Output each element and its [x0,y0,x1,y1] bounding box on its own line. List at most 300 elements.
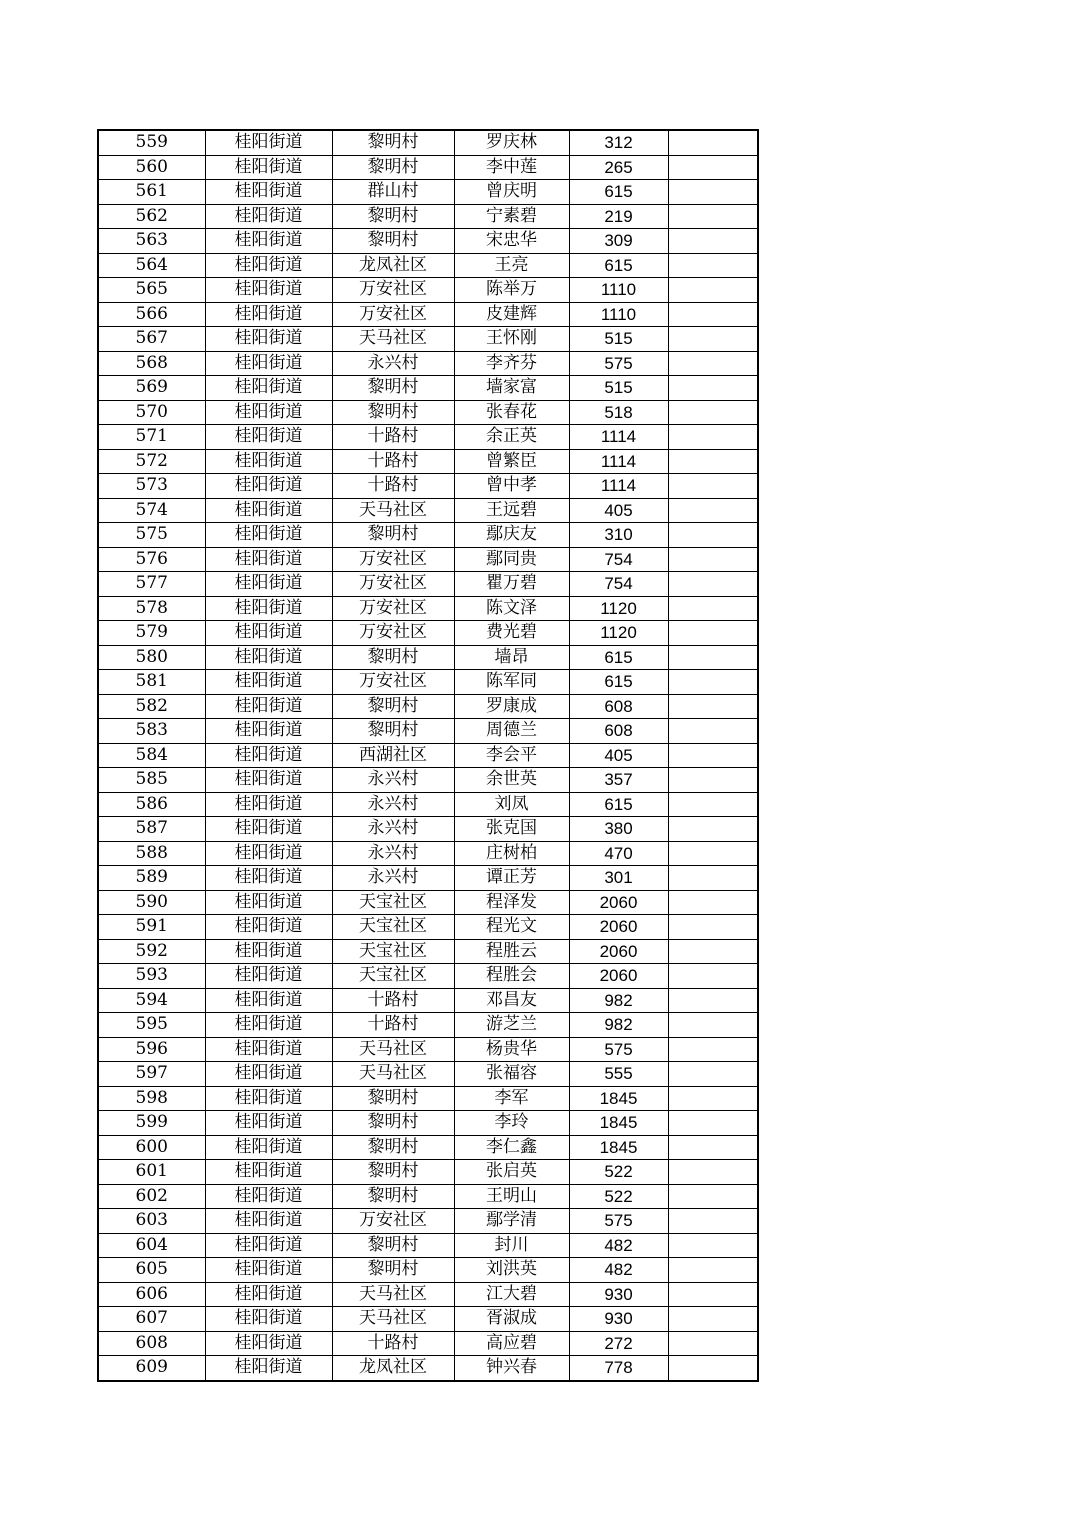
remark-cell [668,719,758,744]
remark-cell [668,278,758,303]
amount-cell: 1845 [569,1135,668,1160]
table-row [98,1356,758,1381]
row-number-cell: 560 [98,155,205,180]
name-cell: 费光碧 [454,621,569,646]
name-cell: 王怀刚 [454,327,569,352]
name-cell: 陈文泽 [454,596,569,621]
community-cell: 万安社区 [332,670,454,695]
table-row [98,1111,758,1136]
street-cell: 桂阳街道 [205,302,332,327]
community-cell: 万安社区 [332,278,454,303]
street-cell: 桂阳街道 [205,400,332,425]
amount-cell: 615 [569,792,668,817]
table-row [98,449,758,474]
name-cell: 鄢学清 [454,1209,569,1234]
name-cell: 瞿万碧 [454,572,569,597]
name-cell: 鄢同贵 [454,547,569,572]
remark-cell [668,229,758,254]
amount-cell: 1120 [569,621,668,646]
amount-cell: 2060 [569,964,668,989]
remark-cell [668,964,758,989]
amount-cell: 608 [569,694,668,719]
name-cell: 周德兰 [454,719,569,744]
amount-cell: 615 [569,645,668,670]
row-number-cell: 602 [98,1184,205,1209]
table-row [98,327,758,352]
row-number-cell: 601 [98,1160,205,1185]
street-cell: 桂阳街道 [205,278,332,303]
row-number-cell: 567 [98,327,205,352]
row-number-cell: 599 [98,1111,205,1136]
row-number-cell: 574 [98,498,205,523]
remark-cell [668,449,758,474]
street-cell: 桂阳街道 [205,645,332,670]
community-cell: 永兴村 [332,841,454,866]
community-cell: 天马社区 [332,327,454,352]
remark-cell [668,474,758,499]
row-number-cell: 608 [98,1331,205,1356]
name-cell: 刘洪英 [454,1258,569,1283]
name-cell: 宁素碧 [454,204,569,229]
name-cell: 曾中孝 [454,474,569,499]
table-row [98,939,758,964]
community-cell: 天宝社区 [332,890,454,915]
amount-cell: 312 [569,130,668,155]
table-row [98,1258,758,1283]
community-cell: 黎明村 [332,1135,454,1160]
amount-cell: 310 [569,523,668,548]
community-cell: 十路村 [332,474,454,499]
row-number-cell: 571 [98,425,205,450]
table-row [98,1282,758,1307]
name-cell: 邓昌友 [454,988,569,1013]
amount-cell: 1120 [569,596,668,621]
name-cell: 李会平 [454,743,569,768]
name-cell: 杨贵华 [454,1037,569,1062]
table-row [98,204,758,229]
community-cell: 万安社区 [332,547,454,572]
remark-cell [668,180,758,205]
street-cell: 桂阳街道 [205,915,332,940]
street-cell: 桂阳街道 [205,1160,332,1185]
table-row [98,547,758,572]
street-cell: 桂阳街道 [205,1307,332,1332]
remark-cell [668,130,758,155]
amount-cell: 301 [569,866,668,891]
community-cell: 十路村 [332,449,454,474]
remark-cell [668,327,758,352]
row-number-cell: 600 [98,1135,205,1160]
street-cell: 桂阳街道 [205,1062,332,1087]
remark-cell [668,498,758,523]
name-cell: 程光文 [454,915,569,940]
street-cell: 桂阳街道 [205,229,332,254]
street-cell: 桂阳街道 [205,1111,332,1136]
community-cell: 黎明村 [332,1184,454,1209]
amount-cell: 482 [569,1233,668,1258]
name-cell: 谭正芳 [454,866,569,891]
amount-cell: 482 [569,1258,668,1283]
street-cell: 桂阳街道 [205,1282,332,1307]
table-row [98,400,758,425]
amount-cell: 754 [569,572,668,597]
table-row [98,1135,758,1160]
community-cell: 十路村 [332,1331,454,1356]
name-cell: 李齐芬 [454,351,569,376]
name-cell: 高应碧 [454,1331,569,1356]
table-row [98,915,758,940]
table-row [98,670,758,695]
amount-cell: 1110 [569,302,668,327]
community-cell: 万安社区 [332,572,454,597]
street-cell: 桂阳街道 [205,180,332,205]
name-cell: 张福容 [454,1062,569,1087]
table-row [98,1307,758,1332]
community-cell: 永兴村 [332,351,454,376]
amount-cell: 2060 [569,915,668,940]
street-cell: 桂阳街道 [205,1086,332,1111]
street-cell: 桂阳街道 [205,547,332,572]
name-cell: 王明山 [454,1184,569,1209]
amount-cell: 1110 [569,278,668,303]
row-number-cell: 604 [98,1233,205,1258]
community-cell: 万安社区 [332,596,454,621]
street-cell: 桂阳街道 [205,425,332,450]
table-row [98,792,758,817]
row-number-cell: 577 [98,572,205,597]
row-number-cell: 566 [98,302,205,327]
name-cell: 钟兴春 [454,1356,569,1381]
amount-cell: 405 [569,498,668,523]
community-cell: 天宝社区 [332,964,454,989]
community-cell: 龙凤社区 [332,253,454,278]
community-cell: 黎明村 [332,1233,454,1258]
remark-cell [668,1037,758,1062]
row-number-cell: 559 [98,130,205,155]
row-number-cell: 597 [98,1062,205,1087]
community-cell: 永兴村 [332,866,454,891]
remark-cell [668,670,758,695]
community-cell: 十路村 [332,425,454,450]
amount-cell: 778 [569,1356,668,1381]
remark-cell [668,1160,758,1185]
table-row [98,1233,758,1258]
data-table [97,129,759,1382]
amount-cell: 930 [569,1307,668,1332]
name-cell: 胥淑成 [454,1307,569,1332]
street-cell: 桂阳街道 [205,1135,332,1160]
table-row [98,302,758,327]
table-row [98,1160,758,1185]
table-row [98,743,758,768]
street-cell: 桂阳街道 [205,964,332,989]
table-row [98,253,758,278]
table-row [98,278,758,303]
table-row [98,376,758,401]
street-cell: 桂阳街道 [205,792,332,817]
community-cell: 黎明村 [332,1160,454,1185]
remark-cell [668,1135,758,1160]
community-cell: 天马社区 [332,1282,454,1307]
community-cell: 十路村 [332,988,454,1013]
street-cell: 桂阳街道 [205,939,332,964]
name-cell: 封川 [454,1233,569,1258]
community-cell: 黎明村 [332,229,454,254]
community-cell: 天宝社区 [332,915,454,940]
table-row [98,498,758,523]
amount-cell: 219 [569,204,668,229]
table-row [98,1331,758,1356]
row-number-cell: 572 [98,449,205,474]
name-cell: 张克国 [454,817,569,842]
street-cell: 桂阳街道 [205,1013,332,1038]
community-cell: 黎明村 [332,719,454,744]
remark-cell [668,1062,758,1087]
street-cell: 桂阳街道 [205,1037,332,1062]
amount-cell: 575 [569,351,668,376]
table-row [98,229,758,254]
community-cell: 黎明村 [332,1111,454,1136]
name-cell: 张启英 [454,1160,569,1185]
community-cell: 群山村 [332,180,454,205]
row-number-cell: 592 [98,939,205,964]
remark-cell [668,1233,758,1258]
remark-cell [668,596,758,621]
row-number-cell: 598 [98,1086,205,1111]
name-cell: 程泽发 [454,890,569,915]
row-number-cell: 595 [98,1013,205,1038]
row-number-cell: 589 [98,866,205,891]
row-number-cell: 575 [98,523,205,548]
row-number-cell: 563 [98,229,205,254]
name-cell: 曾庆明 [454,180,569,205]
community-cell: 黎明村 [332,1258,454,1283]
community-cell: 黎明村 [332,130,454,155]
row-number-cell: 585 [98,768,205,793]
remark-cell [668,425,758,450]
street-cell: 桂阳街道 [205,719,332,744]
remark-cell [668,1331,758,1356]
row-number-cell: 583 [98,719,205,744]
row-number-cell: 562 [98,204,205,229]
community-cell: 西湖社区 [332,743,454,768]
amount-cell: 615 [569,670,668,695]
street-cell: 桂阳街道 [205,1331,332,1356]
table-row [98,890,758,915]
street-cell: 桂阳街道 [205,474,332,499]
row-number-cell: 603 [98,1209,205,1234]
community-cell: 黎明村 [332,1086,454,1111]
amount-cell: 515 [569,376,668,401]
amount-cell: 309 [569,229,668,254]
community-cell: 黎明村 [332,645,454,670]
street-cell: 桂阳街道 [205,743,332,768]
remark-cell [668,866,758,891]
community-cell: 万安社区 [332,621,454,646]
row-number-cell: 606 [98,1282,205,1307]
row-number-cell: 582 [98,694,205,719]
amount-cell: 555 [569,1062,668,1087]
remark-cell [668,1086,758,1111]
street-cell: 桂阳街道 [205,694,332,719]
name-cell: 王远碧 [454,498,569,523]
remark-cell [668,1111,758,1136]
amount-cell: 1114 [569,425,668,450]
street-cell: 桂阳街道 [205,841,332,866]
row-number-cell: 584 [98,743,205,768]
row-number-cell: 588 [98,841,205,866]
remark-cell [668,1184,758,1209]
street-cell: 桂阳街道 [205,1209,332,1234]
remark-cell [668,645,758,670]
amount-cell: 575 [569,1037,668,1062]
table-row [98,1209,758,1234]
table-row [98,988,758,1013]
row-number-cell: 607 [98,1307,205,1332]
name-cell: 庄树柏 [454,841,569,866]
street-cell: 桂阳街道 [205,596,332,621]
name-cell: 张春花 [454,400,569,425]
row-number-cell: 581 [98,670,205,695]
name-cell: 李仁鑫 [454,1135,569,1160]
amount-cell: 405 [569,743,668,768]
remark-cell [668,302,758,327]
remark-cell [668,743,758,768]
remark-cell [668,351,758,376]
name-cell: 余正英 [454,425,569,450]
spreadsheet-sheet [97,129,759,1382]
community-cell: 黎明村 [332,523,454,548]
community-cell: 黎明村 [332,400,454,425]
street-cell: 桂阳街道 [205,988,332,1013]
street-cell: 桂阳街道 [205,253,332,278]
remark-cell [668,939,758,964]
name-cell: 游芝兰 [454,1013,569,1038]
row-number-cell: 576 [98,547,205,572]
table-row [98,621,758,646]
row-number-cell: 569 [98,376,205,401]
name-cell: 陈举万 [454,278,569,303]
remark-cell [668,1258,758,1283]
street-cell: 桂阳街道 [205,130,332,155]
table-row [98,130,758,155]
street-cell: 桂阳街道 [205,1258,332,1283]
remark-cell [668,523,758,548]
amount-cell: 470 [569,841,668,866]
street-cell: 桂阳街道 [205,1233,332,1258]
amount-cell: 522 [569,1160,668,1185]
community-cell: 黎明村 [332,155,454,180]
table-row [98,180,758,205]
remark-cell [668,1209,758,1234]
street-cell: 桂阳街道 [205,376,332,401]
table-row [98,719,758,744]
street-cell: 桂阳街道 [205,670,332,695]
row-number-cell: 579 [98,621,205,646]
street-cell: 桂阳街道 [205,768,332,793]
name-cell: 鄢庆友 [454,523,569,548]
community-cell: 天马社区 [332,498,454,523]
community-cell: 万安社区 [332,1209,454,1234]
name-cell: 李玲 [454,1111,569,1136]
name-cell: 李军 [454,1086,569,1111]
name-cell: 余世英 [454,768,569,793]
street-cell: 桂阳街道 [205,351,332,376]
name-cell: 宋忠华 [454,229,569,254]
name-cell: 王亮 [454,253,569,278]
community-cell: 十路村 [332,1013,454,1038]
table-row [98,1184,758,1209]
row-number-cell: 580 [98,645,205,670]
name-cell: 江大碧 [454,1282,569,1307]
row-number-cell: 586 [98,792,205,817]
street-cell: 桂阳街道 [205,155,332,180]
remark-cell [668,376,758,401]
amount-cell: 1114 [569,449,668,474]
name-cell: 墙昂 [454,645,569,670]
community-cell: 黎明村 [332,204,454,229]
street-cell: 桂阳街道 [205,327,332,352]
amount-cell: 357 [569,768,668,793]
community-cell: 天马社区 [332,1307,454,1332]
remark-cell [668,1307,758,1332]
row-number-cell: 590 [98,890,205,915]
name-cell: 罗庆林 [454,130,569,155]
table-row [98,1086,758,1111]
street-cell: 桂阳街道 [205,204,332,229]
community-cell: 黎明村 [332,694,454,719]
amount-cell: 754 [569,547,668,572]
name-cell: 罗康成 [454,694,569,719]
remark-cell [668,988,758,1013]
name-cell: 程胜会 [454,964,569,989]
amount-cell: 1114 [569,474,668,499]
name-cell: 陈军同 [454,670,569,695]
amount-cell: 575 [569,1209,668,1234]
street-cell: 桂阳街道 [205,890,332,915]
table-row [98,817,758,842]
amount-cell: 982 [569,1013,668,1038]
amount-cell: 608 [569,719,668,744]
street-cell: 桂阳街道 [205,572,332,597]
amount-cell: 380 [569,817,668,842]
row-number-cell: 605 [98,1258,205,1283]
community-cell: 天马社区 [332,1062,454,1087]
street-cell: 桂阳街道 [205,1184,332,1209]
remark-cell [668,547,758,572]
table-row [98,768,758,793]
row-number-cell: 573 [98,474,205,499]
row-number-cell: 565 [98,278,205,303]
row-number-cell: 609 [98,1356,205,1381]
amount-cell: 2060 [569,890,668,915]
community-cell: 龙凤社区 [332,1356,454,1381]
remark-cell [668,621,758,646]
street-cell: 桂阳街道 [205,866,332,891]
table-row [98,474,758,499]
remark-cell [668,915,758,940]
street-cell: 桂阳街道 [205,498,332,523]
row-number-cell: 568 [98,351,205,376]
remark-cell [668,1356,758,1381]
community-cell: 天宝社区 [332,939,454,964]
table-row [98,694,758,719]
table-row [98,155,758,180]
amount-cell: 2060 [569,939,668,964]
row-number-cell: 564 [98,253,205,278]
row-number-cell: 587 [98,817,205,842]
row-number-cell: 561 [98,180,205,205]
